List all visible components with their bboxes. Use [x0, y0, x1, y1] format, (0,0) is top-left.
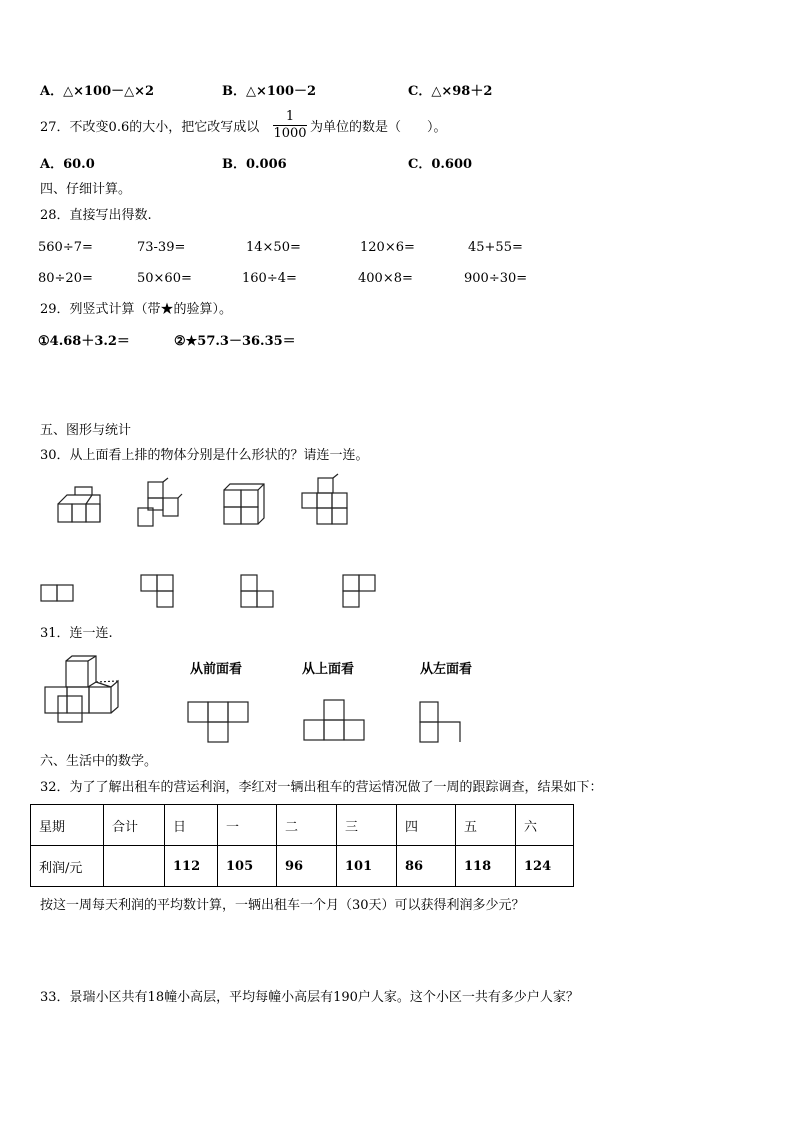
q28-item: 73-39=	[137, 240, 186, 255]
q28-item: 900÷30=	[464, 271, 528, 286]
table-cell: 118	[456, 846, 516, 887]
table-header-cell: 五	[456, 805, 516, 846]
q30-title: 30．从上面看上排的物体分别是什么形状的？请连一连。	[40, 448, 369, 463]
table-row	[31, 846, 574, 887]
q28-item: 80÷20=	[38, 271, 93, 286]
q29-title: 29．列竖式计算（带★的验算）。	[40, 302, 233, 317]
q28-item: 45+55=	[468, 240, 523, 255]
table-header-cell: 一	[218, 805, 277, 846]
table-cell: 利润/元	[31, 846, 104, 887]
section5-title: 五、图形与统计	[40, 423, 132, 438]
q31-view-top	[302, 698, 368, 746]
q27-option-c: C．0.600	[408, 157, 473, 172]
q31-label-left: 从左面看	[420, 662, 473, 677]
q31-label-top: 从上面看	[302, 662, 355, 677]
table-cell: 86	[397, 846, 456, 887]
q26-option-a: A．△×100－△×2	[40, 84, 155, 99]
view-shape-3	[240, 574, 280, 614]
section4-title: 四、仔细计算。	[40, 182, 132, 197]
q28-item: 120×6=	[360, 240, 415, 255]
table-cell: 96	[277, 846, 337, 887]
q31-view-front	[187, 700, 253, 746]
table-header-cell: 六	[516, 805, 574, 846]
q28-item: 14×50=	[246, 240, 301, 255]
q31-cube-figure	[42, 654, 126, 728]
cube-figure-1	[52, 484, 107, 526]
q27-question-start: 27．不改变0.6的大小，把它改写成以	[40, 120, 260, 135]
fraction-numerator: 1	[285, 109, 295, 124]
table-row	[31, 805, 574, 846]
cube-figure-4	[298, 474, 356, 528]
q28-item: 160÷4=	[242, 271, 297, 286]
q31-title: 31．连一连.	[40, 626, 113, 641]
q32-title: 32．为了了解出租车的营运利润，李红对一辆出租车的营运情况做了一周的跟踪调查，结果如下：	[40, 780, 603, 795]
view-shape-1	[40, 584, 80, 606]
table-cell: 105	[218, 846, 277, 887]
q26-option-b: B．△×100－2	[222, 84, 317, 99]
q27-option-b: B．0.006	[222, 157, 287, 172]
q29-item-2: ②★57.3－36.35＝	[174, 334, 296, 349]
q28-item: 560÷7=	[38, 240, 93, 255]
table-header-cell: 三	[337, 805, 397, 846]
q26-option-c: C．△×98＋2	[408, 84, 493, 99]
table-header-cell: 四	[397, 805, 456, 846]
table-cell: 101	[337, 846, 397, 887]
table-header-cell: 合计	[104, 805, 165, 846]
table-header-cell: 二	[277, 805, 337, 846]
q27-question-end: 为单位的数是（ ）。	[310, 120, 447, 135]
cube-figure-2	[134, 480, 189, 528]
q33-title: 33．景瑞小区共有18幢小高层，平均每幢小高层有190户人家。这个小区一共有多少户人家？	[40, 990, 579, 1005]
q28-item: 400×8=	[358, 271, 413, 286]
table-header-cell: 日	[165, 805, 218, 846]
profit-table	[30, 804, 574, 887]
q27-fraction	[273, 110, 307, 141]
view-shape-4	[342, 574, 382, 614]
q28-title: 28．直接写出得数.	[40, 208, 152, 223]
table-cell: 124	[516, 846, 574, 887]
section6-title: 六、生活中的数学。	[40, 754, 158, 769]
q27-option-a: A．60.0	[40, 157, 95, 172]
q29-item-1: ①4.68＋3.2＝	[38, 334, 130, 349]
fraction-denominator: 1000	[273, 126, 307, 141]
view-shape-2	[140, 574, 180, 614]
q28-item: 50×60=	[137, 271, 192, 286]
cube-figure-3	[218, 480, 273, 528]
q32-question: 按这一周每天利润的平均数计算，一辆出租车一个月（30天）可以获得利润多少元？	[40, 898, 525, 913]
q31-view-left	[418, 700, 468, 748]
table-cell: 112	[165, 846, 218, 887]
q31-label-front: 从前面看	[190, 662, 243, 677]
table-cell	[104, 846, 165, 887]
table-header-cell: 星期	[31, 805, 104, 846]
